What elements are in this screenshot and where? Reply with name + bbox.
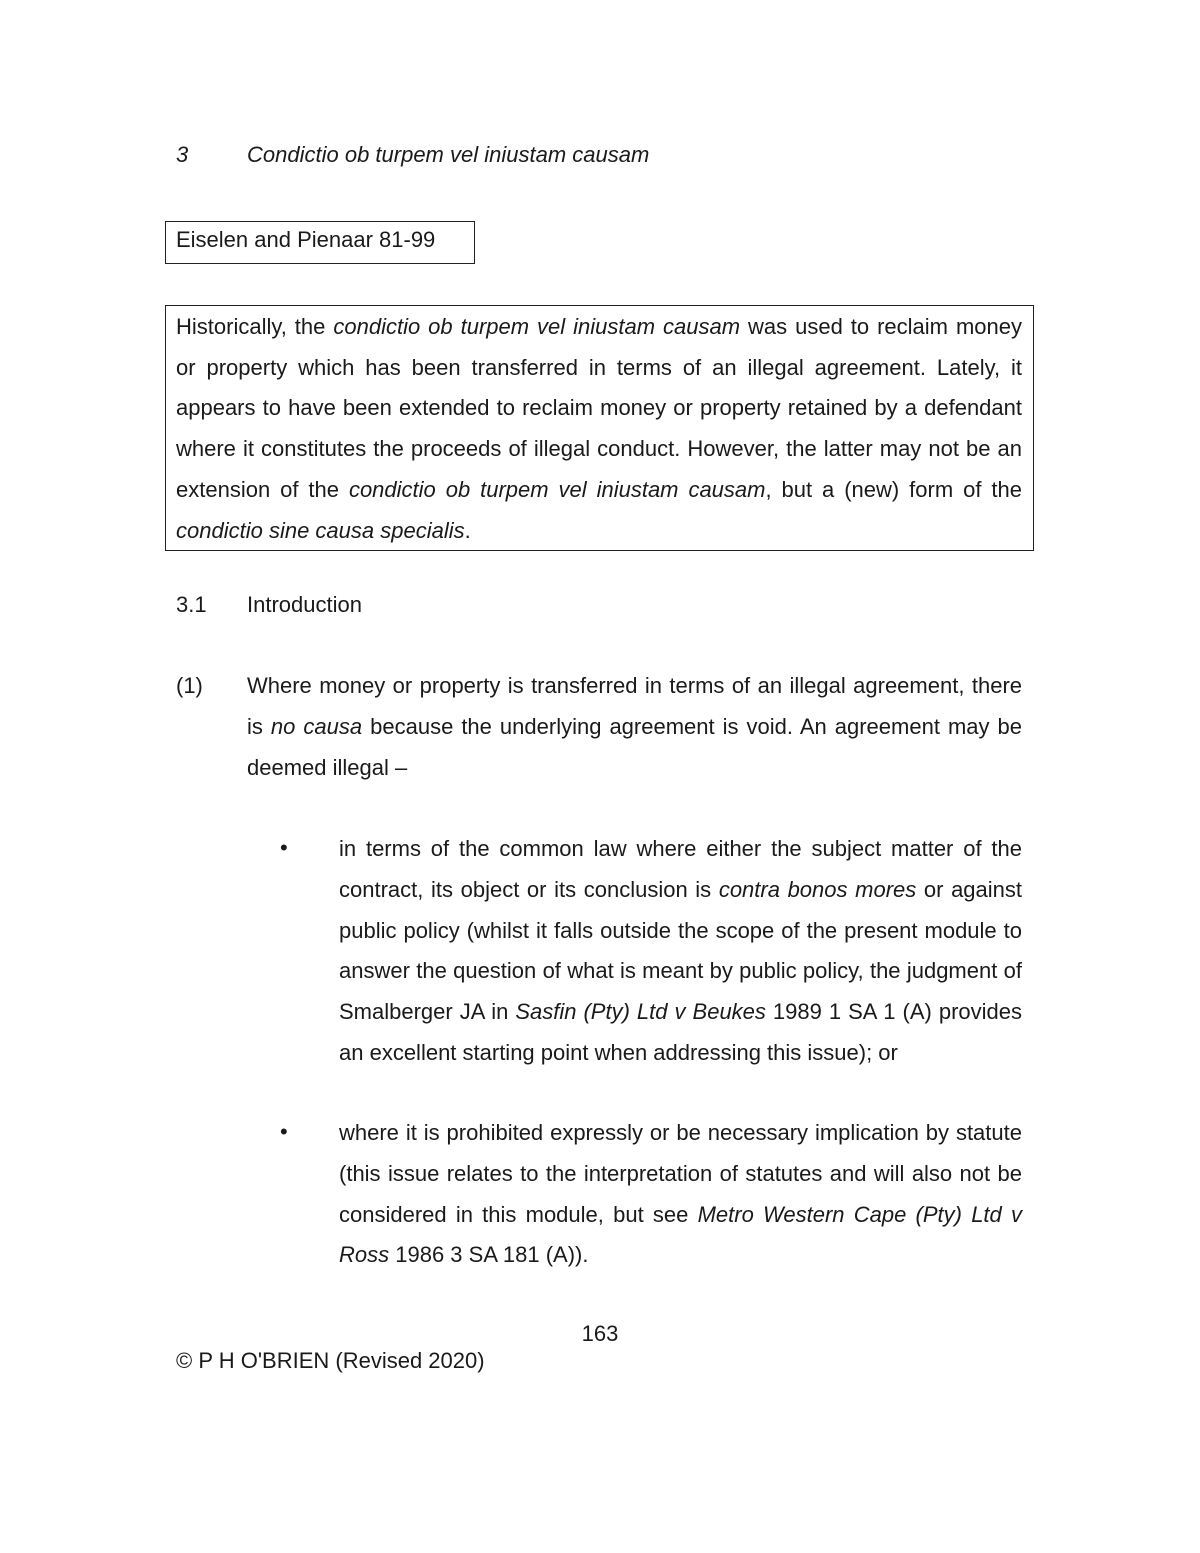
summary-text: . xyxy=(464,517,471,543)
heading-title: Condictio ob turpem vel iniustam causam xyxy=(247,142,650,167)
bullet-text: where it is prohibited expressly or be necessary implication by statute (this issue relates to the interpretation of statutes and will also not be considered in this module, but see xyxy=(339,1120,1022,1227)
paragraph-body xyxy=(247,666,1022,788)
summary-latin-term: condictio ob turpem vel iniustam causam xyxy=(333,314,741,339)
summary-text: was used to reclaim money or property which has been transferred in terms of an illegal agreement. Lately, it appears to have been extended to reclaim money or property retained by a defendant where it constitutes the proceeds of illegal conduct. However, the latter may not be an extension of the xyxy=(176,314,1022,502)
summary-text: , but a (new) form of the xyxy=(765,476,1022,502)
section-number: 3.1 xyxy=(176,592,207,617)
bullet-latin-term: contra bonos mores xyxy=(718,876,917,902)
heading-number: 3 xyxy=(176,142,189,167)
page-number: 163 xyxy=(581,1321,619,1346)
reference-text: Eiselen and Pienaar 81-99 xyxy=(176,227,436,252)
bullet-item-statute xyxy=(339,1113,1022,1276)
bullet-item-common-law xyxy=(339,829,1022,1074)
bullet-text: 1986 3 SA 181 (A)). xyxy=(389,1242,589,1268)
section-title: Introduction xyxy=(247,592,362,617)
paragraph-latin-term: no causa xyxy=(270,713,363,739)
footer-copyright: © P H O'BRIEN (Revised 2020) xyxy=(176,1348,485,1373)
bullet-text: or against public policy (whilst it falls outside the scope of the present module to answer the question of what is meant by public policy, the judgment of Smalberger JA in xyxy=(339,876,1023,1025)
summary-latin-term: condictio ob turpem vel iniustam causam xyxy=(348,476,766,502)
bullet-text: in terms of the common law where either the subject matter of the contract, its object or its conclusion is xyxy=(339,836,1022,902)
reference-box xyxy=(165,221,475,264)
summary-text: Historically, the xyxy=(176,314,334,339)
summary-box xyxy=(165,305,1034,551)
paragraph-number: (1) xyxy=(176,673,203,698)
summary-latin-term: condictio sine causa specialis xyxy=(176,517,465,543)
case-citation: Sasfin (Pty) Ltd v Beukes xyxy=(515,999,766,1025)
bullet-text: 1989 1 SA 1 (A) provides an excellent starting point when addressing this issue); or xyxy=(339,999,1023,1065)
bullet-icon: • xyxy=(280,1119,288,1144)
paragraph-text: Where money or property is transferred in terms of an illegal agreement, there is xyxy=(247,673,1022,739)
case-citation: Metro Western Cape (Pty) Ltd v Ross xyxy=(339,1201,1022,1268)
paragraph-text: because the underlying agreement is void. An agreement may be deemed illegal – xyxy=(247,713,1022,780)
bullet-icon: • xyxy=(280,835,288,860)
